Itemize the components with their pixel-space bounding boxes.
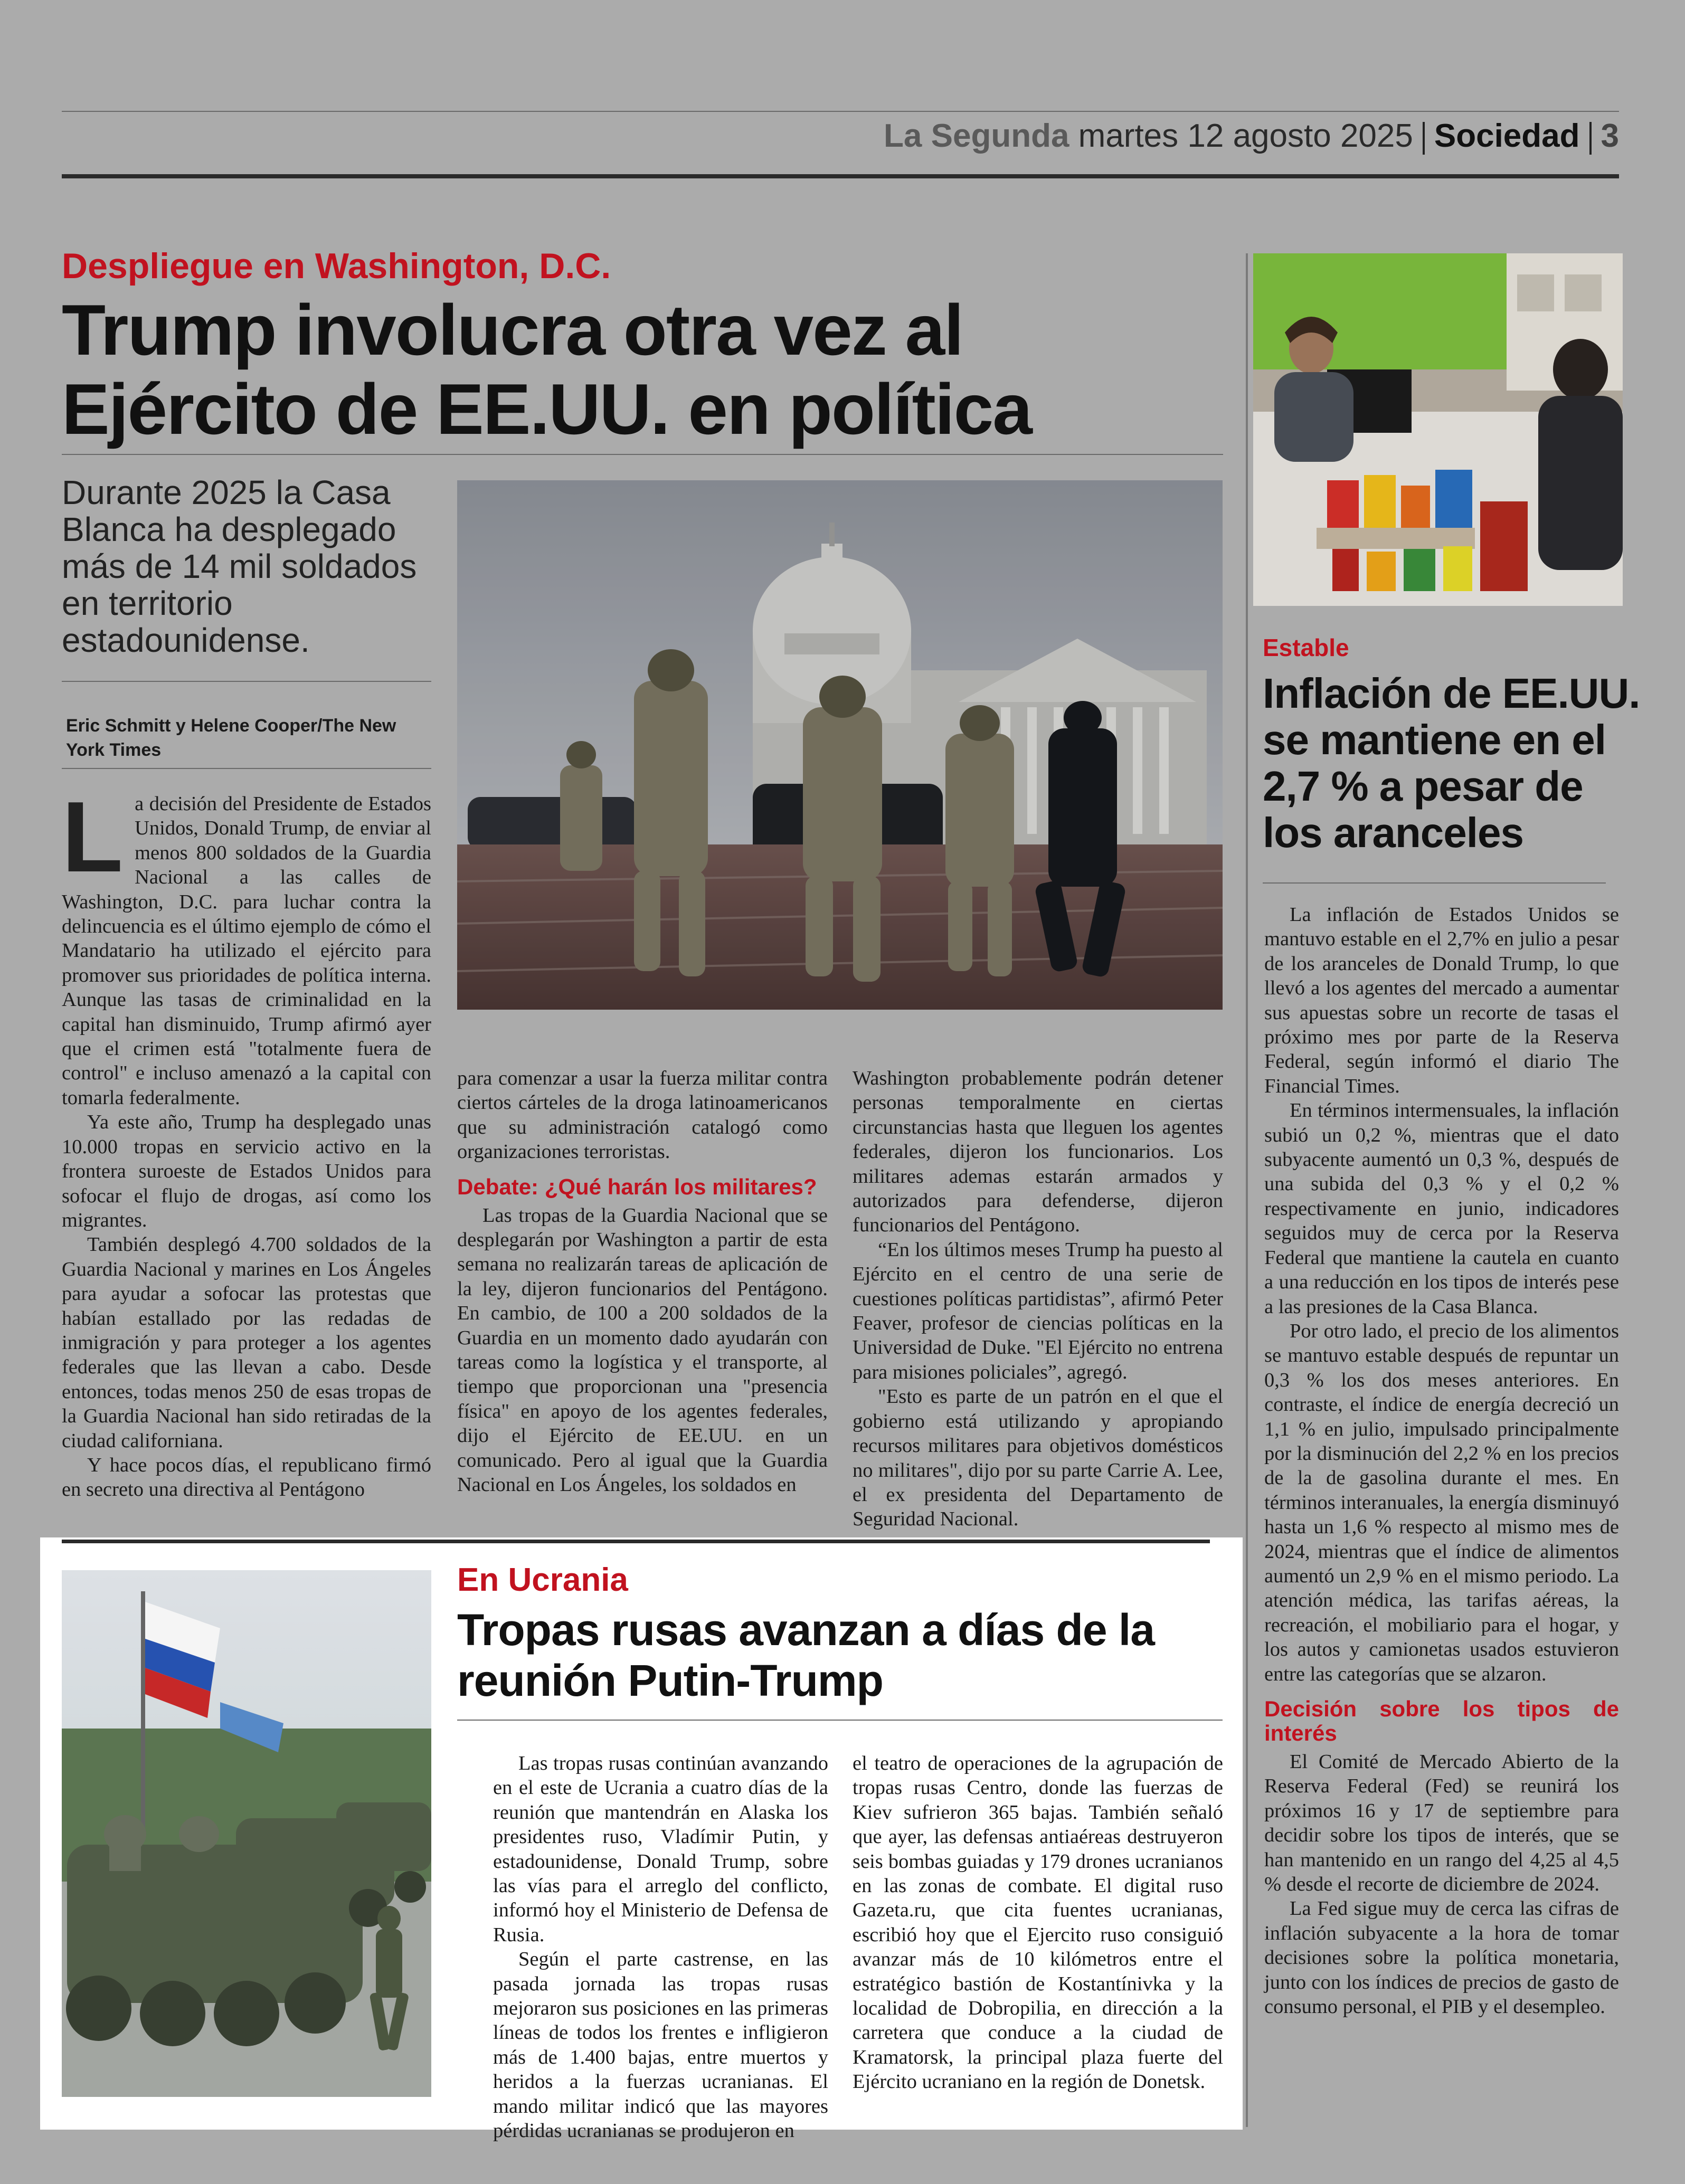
page-number: 3 [1601, 118, 1619, 154]
ukraine-paragraph-3: el teatro de operaciones de la agrupación de tropas rusas Centro, donde las fuerzas de Kiev sufrieron 365 bajas. También señaló que ayer, las defensas antiaéreas destruyeron seis bombas guiadas y 179 drones ucranianos en las zonas de combate. El digital ruso Gazeta.ru, que cita fuentes ucranianas, escribió hoy que el Ejercito ruso consiguió avanzar más de 10 kilómetros entre el estratégico bastión de Kostantínivka y la localidad de Dobropilia, en dirección a la carretera que conduce a la ciudad de Kramatorsk, la principal plaza fuerte del Ejército ucraniano en la región de Donetsk. [853, 1752, 1223, 2093]
ukraine-top-rule [62, 1540, 1210, 1543]
header-top-rule [62, 111, 1619, 112]
main-paragraph-6: Las tropas de la Guardia Nacional que se desplegarán por Washington a partir de esta semana no realizarán tareas de aplicación de la ley, dijeron funcionarios del Pentágono. En cambio, de 100 a 200 soldados de la Guardia en un momento dado ayudarán con tareas como la logística y el transporte, al tiempo que proporcionan una "presencia física" en apoyo de los agentes federales, dijo el Ejército de EE.UU. en un comunicado. Pero al igual que la Guardia Nacional en Los Ángeles, los soldados en [457, 1204, 828, 1496]
sidebar-paragraph-3: Por otro lado, el precio de los alimentos se mantuvo estable después de repuntar un 0,3 % los dos meses anteriores. En contraste, el índice de energía decreció un 1,1 % en julio, impulsado principalmente por la disminución del 2,2 % en los precios de la de gasolina durante el mes. En términos interanuales, la energía disminuyó hasta un 1,6 % respecto al mismo mes de 2024, mientras que el índice de alimentos aumentó un 2,9 % en el mismo periodo. La atención médica, las tarifas aéreas, la recreación, el mobiliario para el hogar, y los autos y camionetas usados estuvieron entre las categorías que se alzaron. [1264, 1319, 1619, 1685]
main-paragraph-2: Ya este año, Trump ha desplegado unas 10.000 tropas en servicio activo en la frontera suroeste de Estados Unidos para sofocar el flujo de drogas, así como los migrantes. [62, 1111, 431, 1231]
header-divider [1589, 122, 1592, 155]
sidebar-headline: Inflación de EE.UU. se mantiene en el 2,7 % a pesar de los aranceles [1263, 670, 1640, 856]
capitol-soldiers-photo [457, 480, 1223, 1010]
main-subhead: Debate: ¿Qué harán los militares? [457, 1174, 817, 1199]
main-deck: Durante 2025 la Casa Blanca ha desplegado más de 14 mil soldados en territorio estadounidense. [62, 473, 417, 659]
main-paragraph-7: Washington probablemente podrán detener personas temporalmente en ciertas circunstancias hasta que lleguen los agentes federales, dijeron los funcionarios. Los militares ademas estarán armados y autorizados para defenderse, dijeron funcionarios del Pentágono. [853, 1067, 1223, 1237]
main-headline-line-2: Ejército de EE.UU. en política [62, 369, 1031, 449]
deck-rule [62, 681, 431, 682]
sidebar-paragraph-4: El Comité de Mercado Abierto de la Reserva Federal (Fed) se reunirá los próximos 16 y 17 de septiembre para decidir sobre los tipos de interés, que se han mantenido en un rango del 4,25 al 4,5 % desde el recorte de diciembre de 2024. [1264, 1751, 1619, 1896]
main-paragraph-3: También desplegó 4.700 soldados de la Guardia Nacional y marines en Los Ángeles para ayudar a sofocar las protestas que habían estallado por las redadas de inmigración y para proteger a los agentes federales que las llevan a cabo. Desde entonces, todas menos 250 de esas tropas de la Guardia Nacional han sido retiradas de la ciudad californiana. [62, 1233, 431, 1452]
header-divider [1423, 122, 1425, 155]
main-body-column-2 [457, 1066, 828, 1497]
sidebar-paragraph-1: La inflación de Estados Unidos se mantuvo estable en el 2,7% en julio a pesar de los aranceles de Donald Trump, lo que llevó a los agentes del mercado a aumentar sus apuestas sobre un recorte de tasas el próximo mes por parte de la Reserva Federal, según informó el diario The Financial Times. [1264, 904, 1619, 1097]
store-checkout-image [1253, 253, 1623, 606]
sidebar-headline-rule [1263, 882, 1606, 884]
capitol-soldiers-image [457, 480, 1223, 1010]
headline-rule [62, 454, 1223, 455]
main-body-column-3 [853, 1066, 1223, 1532]
ukraine-body-column-2 [853, 1751, 1223, 2094]
issue-date: martes 12 agosto 2025 [1078, 118, 1413, 154]
publication-name: La Segunda [884, 118, 1069, 154]
drop-cap: L [62, 781, 124, 893]
main-paragraph-8: “En los últimos meses Trump ha puesto al Ejército en el centro de una serie de cuestiones políticas partidistas”, afirmó Peter Feaver, profesor de ciencias políticas en la Universidad de Duke. "El Ejército no entrena para misiones policiales”, agregó. [853, 1238, 1223, 1383]
sidebar-paragraph-5: La Fed sigue muy de cerca las cifras de inflación subyacente a la hora de tomar decisiones sobre la política monetaria, junto con los índices de precios de gasto de consumo personal, el PIB y el desempleo. [1264, 1897, 1619, 2018]
sidebar-paragraph-2: En términos intermensuales, la inflación subió un 0,2 %, mientras que el dato subyacente aumentó un 0,3 %, después de una subida del 0,3 % y el 0,2 % respectivamente en junio, indicadores seguidos muy de cerca por la Reserva Federal que mantiene la cautela en cuanto a una reducción en los tipos de interés pese a las presiones de la Casa Blanca. [1264, 1099, 1619, 1318]
main-paragraph-5: para comenzar a usar la fuerza militar contra ciertos cárteles de la droga latinoamericanos que su administración catalogó como organizaciones terroristas. [457, 1067, 828, 1163]
sidebar-subhead: Decisión sobre los tipos de interés [1264, 1696, 1619, 1745]
byline-rule [62, 768, 431, 769]
page-header [62, 117, 1619, 165]
sidebar-body [1264, 903, 1619, 2019]
ukraine-kicker: En Ucrania [457, 1562, 628, 1598]
ukraine-paragraph-2: Según el parte castrense, en las pasada jornada las tropas rusas mejoraron sus posiciones en las primeras líneas de todos los frentes e infligieron más de 1.400 bajas, entre muertos y heridos a la fuerzas ucranianas. El mando militar indicó que las mayores pérdidas ucranianas se produjeron en [493, 1948, 828, 2142]
main-kicker: Despliegue en Washington, D.C. [62, 246, 611, 286]
main-paragraph-1-text: a decisión del Presidente de Estados Unidos, Donald Trump, de enviar al menos 800 soldados de la Guardia Nacional a las calles de Washington, D.C. para luchar contra la delincuencia es el último ejemplo de cómo el Mandatario ha utilizado el ejército para promover sus prioridades de política interna. Aunque las tasas de criminalidad en la capital han disminuido, Trump afirmó ayer que el crimen está "totalmente fuera de control" e incluso amenazó a la capital con tomarla federalmente. [62, 793, 431, 1109]
main-headline-line-1: Trump involucra otra vez al [62, 290, 963, 370]
main-paragraph-9: "Esto es parte de un patrón en el que el gobierno está utilizando y apropiando recursos militares para objetivos domésticos no militares", dijo por su parte Carrie A. Lee, el ex presidenta del Departamento de Seguridad Nacional. [853, 1385, 1223, 1531]
byline: Eric Schmitt y Helene Cooper/The New York Times [66, 716, 396, 760]
sidebar-kicker: Estable [1263, 634, 1349, 661]
main-paragraph-4: Y hace pocos días, el republicano firmó en secreto una directiva al Pentágono [62, 1454, 431, 1501]
ukraine-paragraph-1: Las tropas rusas continúan avanzando en el este de Ucrania a cuatro días de la reunión que mantendrán en Alaska los presidentes ruso, Vladímir Putin, y estadounidense, Donald Trump, sobre las vías para el arreglo del conflicto, informó hoy el Ministerio de Defensa de Rusia. [493, 1752, 828, 1946]
russian-convoy-image [62, 1570, 431, 2097]
ukraine-body-column-1 [493, 1751, 828, 2143]
ukraine-headline: Tropas rusas avanzan a días de la reunión Putin-Trump [457, 1605, 1154, 1705]
main-body-column-1 [62, 781, 431, 1502]
store-checkout-photo [1253, 253, 1623, 606]
sidebar-divider [1246, 253, 1248, 2127]
ukraine-headline-rule [457, 1720, 1223, 1721]
section-name: Sociedad [1434, 118, 1580, 154]
russian-convoy-photo [62, 1570, 431, 2097]
header-bottom-rule [62, 174, 1619, 178]
main-paragraph-1 [62, 781, 431, 1110]
main-headline [62, 290, 1223, 449]
